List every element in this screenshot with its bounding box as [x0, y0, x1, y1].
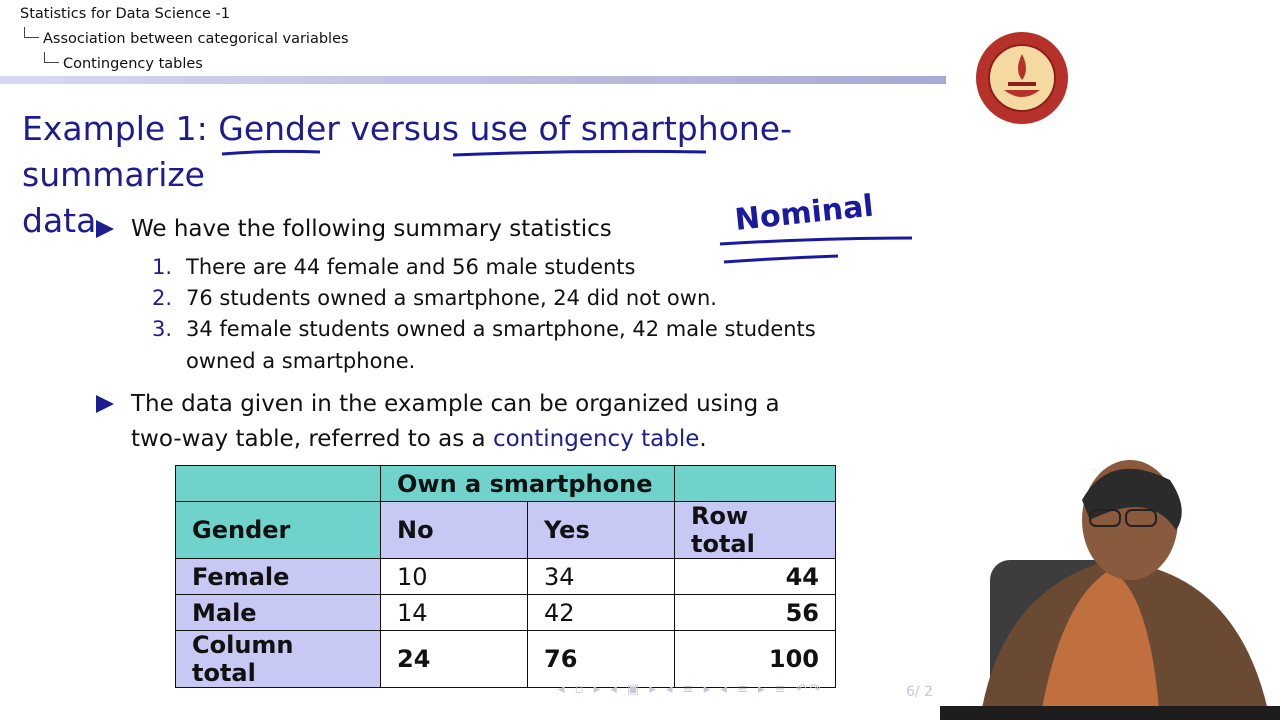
row-total-cell: 44 — [675, 559, 836, 595]
item-text: 34 female students owned a smartphone, 42 male students — [186, 317, 816, 341]
column-header: Gender — [176, 502, 381, 559]
underline-nominal-2 — [724, 256, 838, 262]
title-line-2: data — [22, 201, 97, 240]
breadcrumb-course: Statistics for Data Science -1 — [20, 6, 230, 22]
beamer-navigation[interactable]: ◂ ▫ ▸ ◂ ▣ ▸ ◂ ≡ ▸ ◂ ≡ ▸ ≡ ↶↷ — [558, 682, 824, 697]
bullet-1: We have the following summary statistics — [131, 216, 612, 242]
presenter-video — [940, 450, 1280, 720]
group-header: Own a smartphone — [381, 466, 675, 502]
column-header: Yes — [528, 502, 675, 559]
row-label: Female — [176, 559, 381, 595]
table-cell: 34 — [528, 559, 675, 595]
underline-smartphone — [453, 151, 706, 155]
row-total-cell: 56 — [675, 595, 836, 631]
column-header: No — [381, 502, 528, 559]
bullet-2-suffix: . — [699, 426, 707, 452]
item-text: owned a smartphone. — [186, 349, 416, 373]
grand-total-cell: 100 — [675, 631, 836, 688]
handwritten-nominal: Nominal — [733, 188, 876, 238]
breadcrumb-section-label: Association between categorical variables — [43, 31, 349, 47]
underline-nominal — [720, 238, 912, 244]
underline-gender — [222, 151, 320, 154]
table-cell: 14 — [381, 595, 528, 631]
column-total-cell: 76 — [528, 631, 675, 688]
table-cell: 10 — [381, 559, 528, 595]
contingency-table-term: contingency table — [492, 426, 700, 452]
column-total-cell: 24 — [381, 631, 528, 688]
row-label: Column total — [176, 631, 381, 688]
breadcrumb-subsection-label: Contingency tables — [63, 56, 203, 72]
item-number: 1. — [152, 255, 173, 279]
bullet-2-line-1: The data given in the example can be organized using a — [131, 391, 780, 417]
row-label: Male — [176, 595, 381, 631]
item-number: 2. — [152, 286, 173, 310]
bullet-2-prefix: two-way table, referred to as a — [131, 426, 493, 452]
item-text: There are 44 female and 56 male students — [186, 255, 636, 279]
title-line-1: Example 1: Gender versus use of smartphone-summarize — [22, 109, 792, 194]
item-number: 3. — [152, 317, 173, 341]
page-number: 6/ 2 — [906, 684, 933, 700]
table-cell: 42 — [528, 595, 675, 631]
column-header: Row total — [675, 502, 836, 559]
item-text: 76 students owned a smartphone, 24 did not own. — [186, 286, 717, 310]
